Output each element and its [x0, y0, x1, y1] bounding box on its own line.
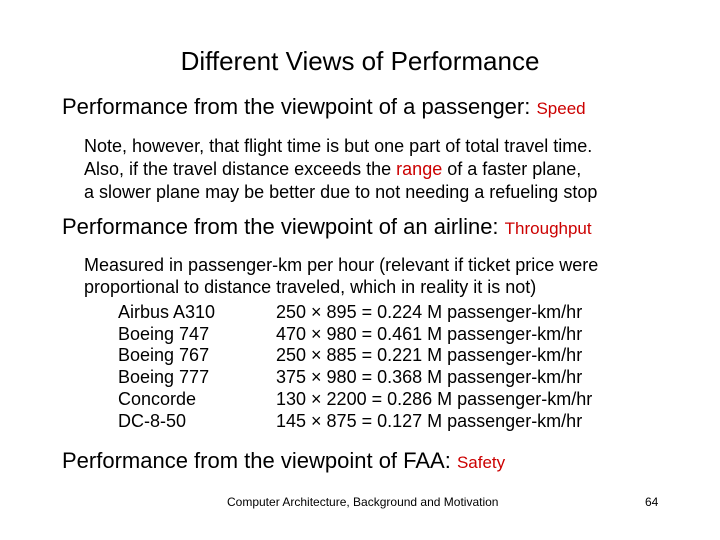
plane-name: Concorde — [118, 388, 197, 409]
faa-heading-line — [62, 448, 505, 474]
throughput-calc: 250 × 885 = 0.221 M passenger-km/hr — [276, 345, 583, 366]
footer-caption: Computer Architecture, Background and Motivation — [227, 495, 499, 509]
passenger-note-line2-b: of a faster plane, — [442, 159, 582, 179]
page-number: 64 — [645, 495, 659, 509]
throughput-calc: 470 × 980 = 0.461 M passenger-km/hr — [276, 323, 583, 344]
airline-heading: Performance from the viewpoint of an airline: — [62, 214, 505, 239]
airline-note-line1: Measured in passenger-km per hour (relevant if ticket price were — [84, 255, 599, 275]
plane-name: Boeing 777 — [118, 367, 210, 388]
passenger-highlight: Speed — [536, 99, 586, 118]
table-row — [118, 324, 592, 346]
plane-name: Boeing 767 — [118, 345, 210, 366]
throughput-calc: 130 × 2200 = 0.286 M passenger-km/hr — [276, 388, 593, 409]
plane-name: Airbus A310 — [118, 302, 216, 322]
passenger-note-line3: a slower plane may be better due to not needing a refueling stop — [84, 182, 598, 202]
plane-name: DC-8-50 — [118, 410, 187, 431]
throughput-calc: 145 × 875 = 0.127 M passenger-km/hr — [276, 410, 583, 431]
airline-note-line2: proportional to distance traveled, which in reality it is not) — [84, 277, 537, 297]
range-highlight: range — [396, 159, 443, 179]
faa-highlight: Safety — [456, 453, 506, 472]
passenger-note-line2-a: Also, if the travel distance exceeds the — [84, 159, 397, 179]
passenger-heading-line — [62, 94, 586, 120]
passenger-note-line2 — [84, 158, 581, 181]
throughput-calc: 375 × 980 = 0.368 M passenger-km/hr — [276, 367, 583, 388]
passenger-heading: Performance from the viewpoint of a passenger: — [62, 94, 537, 119]
table-row — [118, 389, 592, 411]
throughput-table — [118, 302, 592, 432]
plane-name: Boeing 747 — [118, 323, 210, 344]
airline-highlight: Throughput — [504, 219, 592, 238]
table-row — [118, 411, 592, 433]
passenger-note-line1: Note, however, that flight time is but one part of total travel time. — [84, 136, 593, 156]
throughput-calc: 250 × 895 = 0.224 M passenger-km/hr — [276, 302, 583, 322]
table-row — [118, 345, 592, 367]
airline-heading-line — [62, 214, 592, 240]
table-row — [118, 302, 592, 324]
slide-title: Different Views of Performance — [180, 46, 540, 76]
faa-heading: Performance from the viewpoint of FAA: — [62, 448, 457, 473]
table-row — [118, 367, 592, 389]
